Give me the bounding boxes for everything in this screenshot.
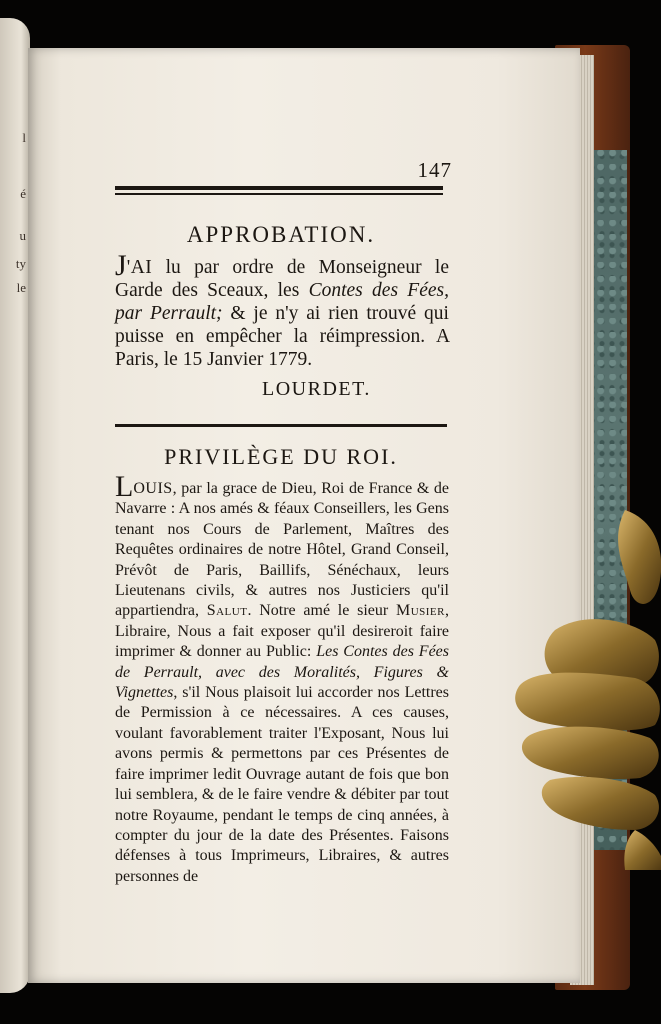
privilege-text xyxy=(115,470,449,887)
text-line: & je n'y ai rien trouvé qui xyxy=(222,303,449,324)
left-page xyxy=(0,18,30,993)
approbation-text xyxy=(115,249,449,371)
header-rule xyxy=(115,186,443,195)
signature: LOURDET. xyxy=(262,378,371,400)
italic-author: par Perrault; xyxy=(115,303,223,324)
page-number: 147 xyxy=(417,158,452,182)
text-run: , par la grace de Dieu, Roi de France & de Navarre : A nos amés & féaux Conseillers, les Gens tenant nos Cours de Parlement, Maîtres des Requêtes ordinaires de notre Hôtel, Grand Conseil, Prévôt de Paris, Baillifs, Sénéchaux, leurs Lieutenans civils, & autres nos Justiciers qu'il appartiendra, xyxy=(115,480,449,620)
text-line: Garde des Sceaux, les xyxy=(115,280,309,301)
brass-hand-bookmark xyxy=(515,510,661,870)
section-rule xyxy=(115,424,447,427)
text-line: puisse en empêcher la réimpression. A xyxy=(115,326,449,347)
publisher-name: Musier xyxy=(395,602,445,620)
italic-title: Contes des Fées, xyxy=(308,280,449,301)
text-run: , s'il Nous plaisoit lui accorder nos Lettres de Permission à ce nécessaires. A ces causes, voulant favorablement traiter l'Exposant, Nous lui avons permis & permettons par ces Présentes de faire imprimer ledit Ouvrage autant de fois que bon lui semblera, & de le faire vendre & débiter par tout notre Royaume, pendant le temps de cinq années, à compter du jour de la date des Présentes. Faisons défenses à tous Imprimeurs, Libraires, & autres personnes de xyxy=(115,684,449,885)
salut: Salut xyxy=(206,602,248,620)
drop-cap: J xyxy=(115,249,127,282)
text-line: Paris, le 15 Janvier 1779. xyxy=(115,349,313,370)
left-page-fragment: l xyxy=(22,130,26,145)
left-page-fragment: u xyxy=(19,228,26,243)
left-page-fragment: ty xyxy=(15,256,26,271)
drop-cap: L xyxy=(115,470,134,503)
privilege-heading: PRIVILÈGE DU ROI. xyxy=(164,444,398,469)
text-line: lu par ordre de Monseigneur le xyxy=(152,257,449,278)
text-run: . Notre amé le sieur xyxy=(247,602,396,620)
first-word: OUIS xyxy=(133,480,173,497)
approbation-heading: APPROBATION. xyxy=(186,222,376,247)
first-word: 'AI xyxy=(126,257,153,278)
italic-title: Les Contes des Fées de Perrault, avec des Moralités, Figures & Vignettes xyxy=(115,643,449,702)
left-page-fragment: le xyxy=(16,280,26,295)
left-page-fragment: é xyxy=(20,186,26,201)
text-run: , Libraire, Nous a fait exposer qu'il desireroit faire imprimer & donner au Public: xyxy=(115,602,449,661)
